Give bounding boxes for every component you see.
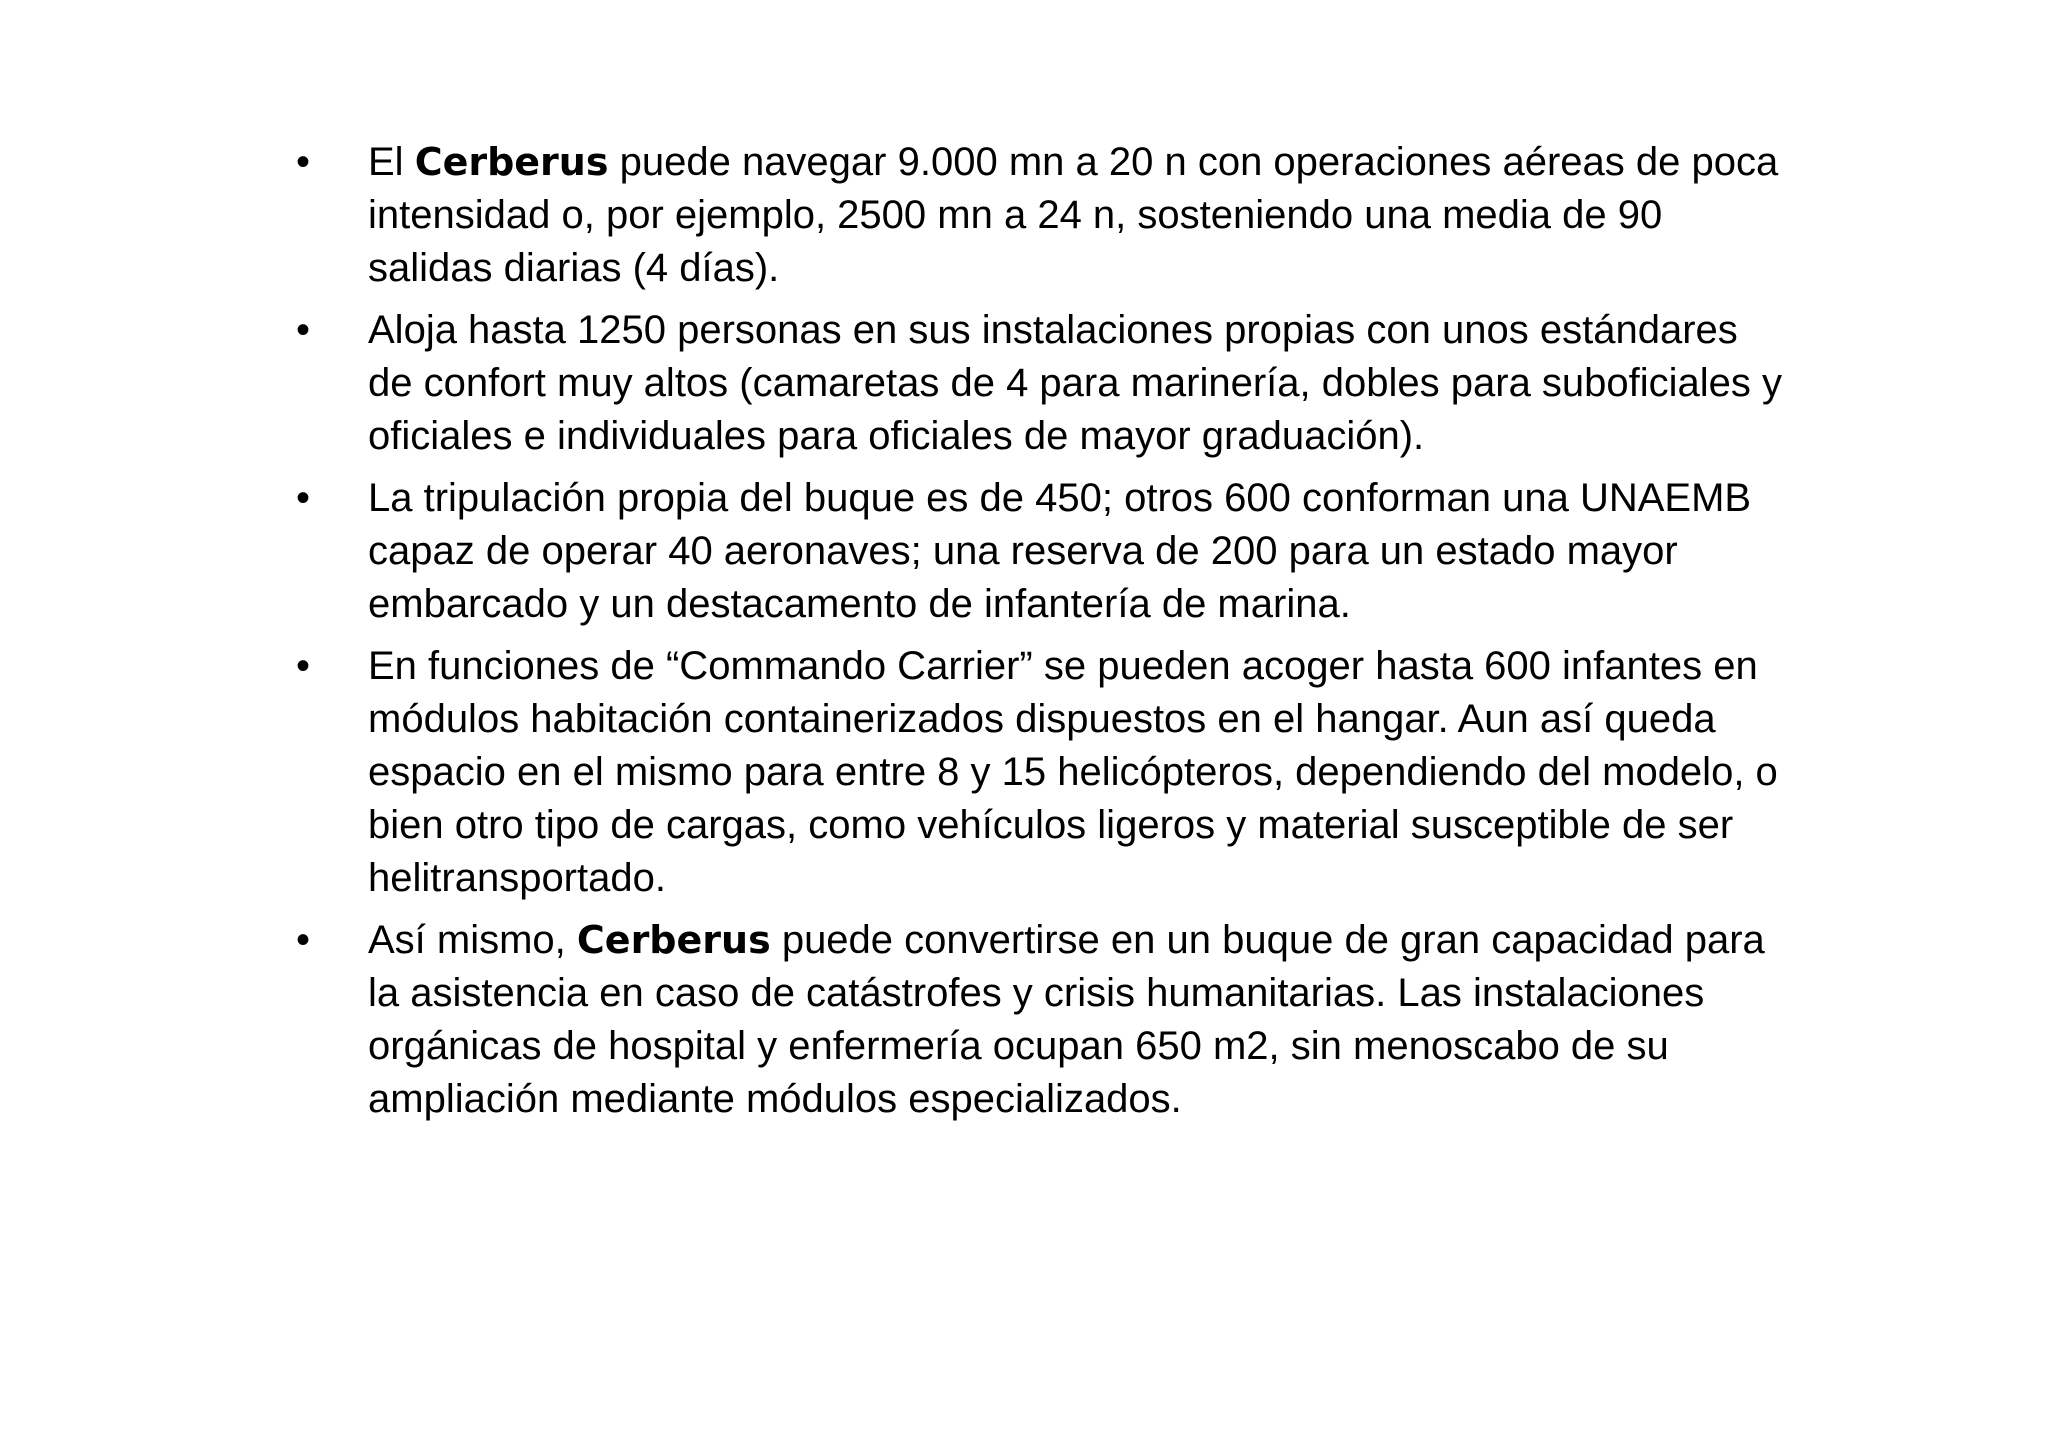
list-item	[290, 640, 1790, 905]
bullet-text: En funciones de “Commando Carrier” se pueden acoger hasta 600 infantes en módulos habitación containerizados dispuestos en el hangar. Aun así queda espacio en el mismo para entre 8 y 15 helicópteros, dependiendo del modelo, o bien otro tipo de cargas, como vehículos ligeros y material susceptible de ser helitransportado.	[368, 644, 1778, 900]
list-item	[290, 136, 1790, 295]
list-item	[290, 472, 1790, 631]
bullet-text: La tripulación propia del buque es de 450; otros 600 conforman una UNAEMB capaz de operar 40 aeronaves; una reserva de 200 para un estado mayor embarcado y un destacamento de infantería de marina.	[368, 476, 1752, 626]
bullet-icon: •	[296, 918, 311, 962]
bullet-list	[290, 136, 1790, 1135]
bullet-icon: •	[296, 140, 311, 184]
text-run: puede navegar 9.000 mn a 20 n con operaciones aéreas de poca intensidad o, por ejemplo, 2500 mn a 24 n, sosteniendo una media de 90 salidas diarias (4 días).	[368, 140, 1779, 290]
bullet-icon: •	[296, 476, 311, 520]
bullet-text	[368, 914, 1790, 1126]
text-run: puede convertirse en un buque de gran capacidad para la asistencia en caso de catástrofes y crisis humanitarias. Las instalaciones orgánicas de hospital y enfermería ocupan 650 m2, sin menoscabo de su ampliación mediante módulos especializados.	[368, 918, 1765, 1121]
text-run: Así mismo,	[368, 918, 577, 962]
ship-name: Cerberus	[414, 140, 609, 184]
bullet-text: Aloja hasta 1250 personas en sus instalaciones propias con unos estándares de confort muy altos (camaretas de 4 para marinería, dobles para suboficiales y oficiales e individuales para oficiales de mayor graduación).	[368, 308, 1783, 458]
bullet-text	[368, 136, 1790, 295]
list-item	[290, 304, 1790, 463]
text-run: El	[368, 140, 415, 184]
bullet-icon: •	[296, 308, 311, 352]
ship-name: Cerberus	[576, 918, 771, 962]
list-item	[290, 914, 1790, 1126]
bullet-icon: •	[296, 644, 311, 688]
